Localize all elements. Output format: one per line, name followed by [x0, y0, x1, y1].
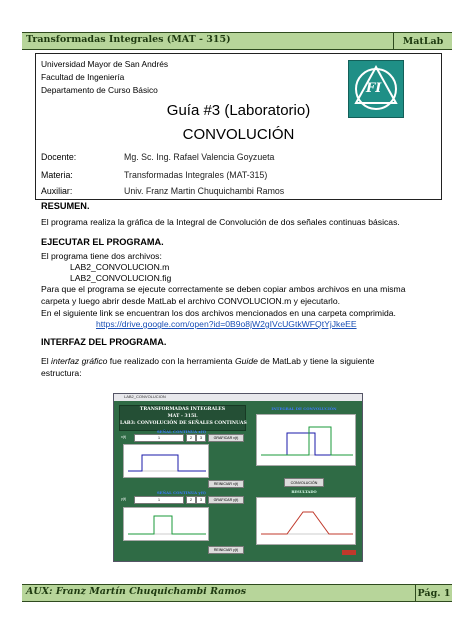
gui-window-titlebar [114, 394, 362, 401]
gui-x-plot [123, 444, 209, 478]
logo-text: FI [366, 81, 382, 96]
university-name: Universidad Mayor de San Andrés [41, 59, 169, 69]
guide-title: Guía #3 (Laboratorio) [166, 102, 311, 119]
interfaz-text-a: El [41, 356, 52, 366]
header-title: Transformadas Integrales (MAT - 315) [26, 34, 231, 45]
reiniciar-y-button[interactable]: REINICIAR y(t) [208, 546, 244, 554]
footer-author: AUX: Franz Martín Chuquichambi Ramos [26, 586, 247, 597]
gui-title-2: MAT - 315L [167, 414, 198, 419]
gui-result-plot [256, 497, 356, 545]
ejecutar-para1a: Para que el programa se ejecute correctamente se deben copiar ambos archivos en una misma [41, 284, 406, 294]
topic-title: CONVOLUCIÓN [182, 126, 295, 143]
title-box [35, 53, 442, 200]
gui-y-input-3[interactable]: 3 [196, 496, 206, 504]
gui-signal-x-label: SEÑAL CONTINUA x(t) [157, 429, 206, 434]
interfaz-heading: INTERFAZ DEL PROGRAMA. [41, 337, 167, 347]
interfaz-paragraph-end: estructura: [41, 368, 82, 378]
gui-signal-y-label: SEÑAL CONTINUA y(t) [157, 490, 206, 495]
gui-y-plot [123, 507, 209, 541]
file-fig: LAB2_CONVOLUCION.fig [70, 273, 172, 283]
graficar-y-button[interactable]: GRAFICAR y(t) [208, 496, 244, 504]
faculty-logo [348, 60, 404, 118]
auxiliar-label: Auxiliar: [41, 186, 73, 196]
gui-y-input-2[interactable]: 2 [186, 496, 196, 504]
gui-x-input-3[interactable]: 3 [196, 434, 206, 442]
gui-result-label: RESULTADO [291, 490, 317, 494]
footer-page-number: Pág. 1 [415, 584, 452, 602]
faculty-name: Facultad de Ingeniería [41, 72, 125, 82]
interfaz-text-e: de MatLab y tiene la siguiente [257, 356, 375, 366]
gui-x-input-1[interactable]: 1 [134, 434, 184, 442]
gui-title-panel [119, 405, 246, 431]
interfaz-text-d: Guide [234, 356, 258, 366]
auxiliar-value: Univ. Franz Martin Chuquichambi Ramos [124, 186, 285, 196]
file-m: LAB2_CONVOLUCION.m [70, 262, 170, 272]
gui-corner-mark [342, 550, 356, 555]
gui-window-title: LAB2_CONVOLUCION [124, 394, 166, 399]
resumen-text: El programa realiza la gráfica de la Integral de Convolución de dos señales continuas básicas. [41, 217, 400, 227]
ejecutar-para1b: carpeta y luego abrir desde MatLab el archivo CONVOLUCION.m y ejecutarlo. [41, 296, 341, 306]
ejecutar-heading: EJECUTAR EL PROGRAMA. [41, 237, 164, 247]
convolucion-button[interactable]: CONVOLUCIÓN [284, 478, 324, 487]
interfaz-paragraph [41, 355, 374, 367]
graficar-x-button[interactable]: GRAFICAR x(t) [208, 434, 244, 442]
page-header [22, 32, 452, 50]
gui-conv-label: INTEGRAL DE CONVOLUCIÓN [271, 406, 337, 411]
resumen-heading: RESUMEN. [41, 201, 90, 211]
gui-y-name: y(t) [121, 497, 127, 501]
materia-value: Transformadas Integrales (MAT-315) [124, 170, 268, 180]
gui-conv-input-plot [256, 414, 356, 466]
ejecutar-intro: El programa tiene dos archivos: [41, 251, 162, 261]
reiniciar-x-button[interactable]: REINICIAR x(t) [208, 480, 244, 488]
materia-label: Materia: [41, 170, 73, 180]
gui-y-input-1[interactable]: 1 [134, 496, 184, 504]
header-right-label: MatLab [393, 32, 452, 50]
matlab-gui-screenshot [113, 393, 363, 562]
drive-link[interactable]: https://drive.google.com/open?id=0B9o8jW2gIVcUGtkWFQtYjJkeEE [96, 319, 357, 329]
department-name: Departamento de Curso Básico [41, 85, 158, 95]
docente-value: Mg. Sc. Ing. Rafael Valencia Goyzueta [124, 152, 275, 162]
interfaz-text-b: interfaz gráfico [51, 356, 108, 366]
gui-title-1: TRANSFORMADAS INTEGRALES [139, 407, 226, 412]
gui-x-name: x(t) [121, 435, 127, 439]
interfaz-text-c: fue realizado con la herramienta [107, 356, 235, 366]
gui-x-input-2[interactable]: 2 [186, 434, 196, 442]
docente-label: Docente: [41, 152, 77, 162]
gui-title-3: LAB3: CONVOLUCIÓN DE SEÑALES CONTINUAS [120, 421, 247, 426]
page-footer [22, 584, 452, 602]
ejecutar-para2: En el siguiente link se encuentran los dos archivos mencionados en una carpeta comprimida. [41, 308, 396, 318]
